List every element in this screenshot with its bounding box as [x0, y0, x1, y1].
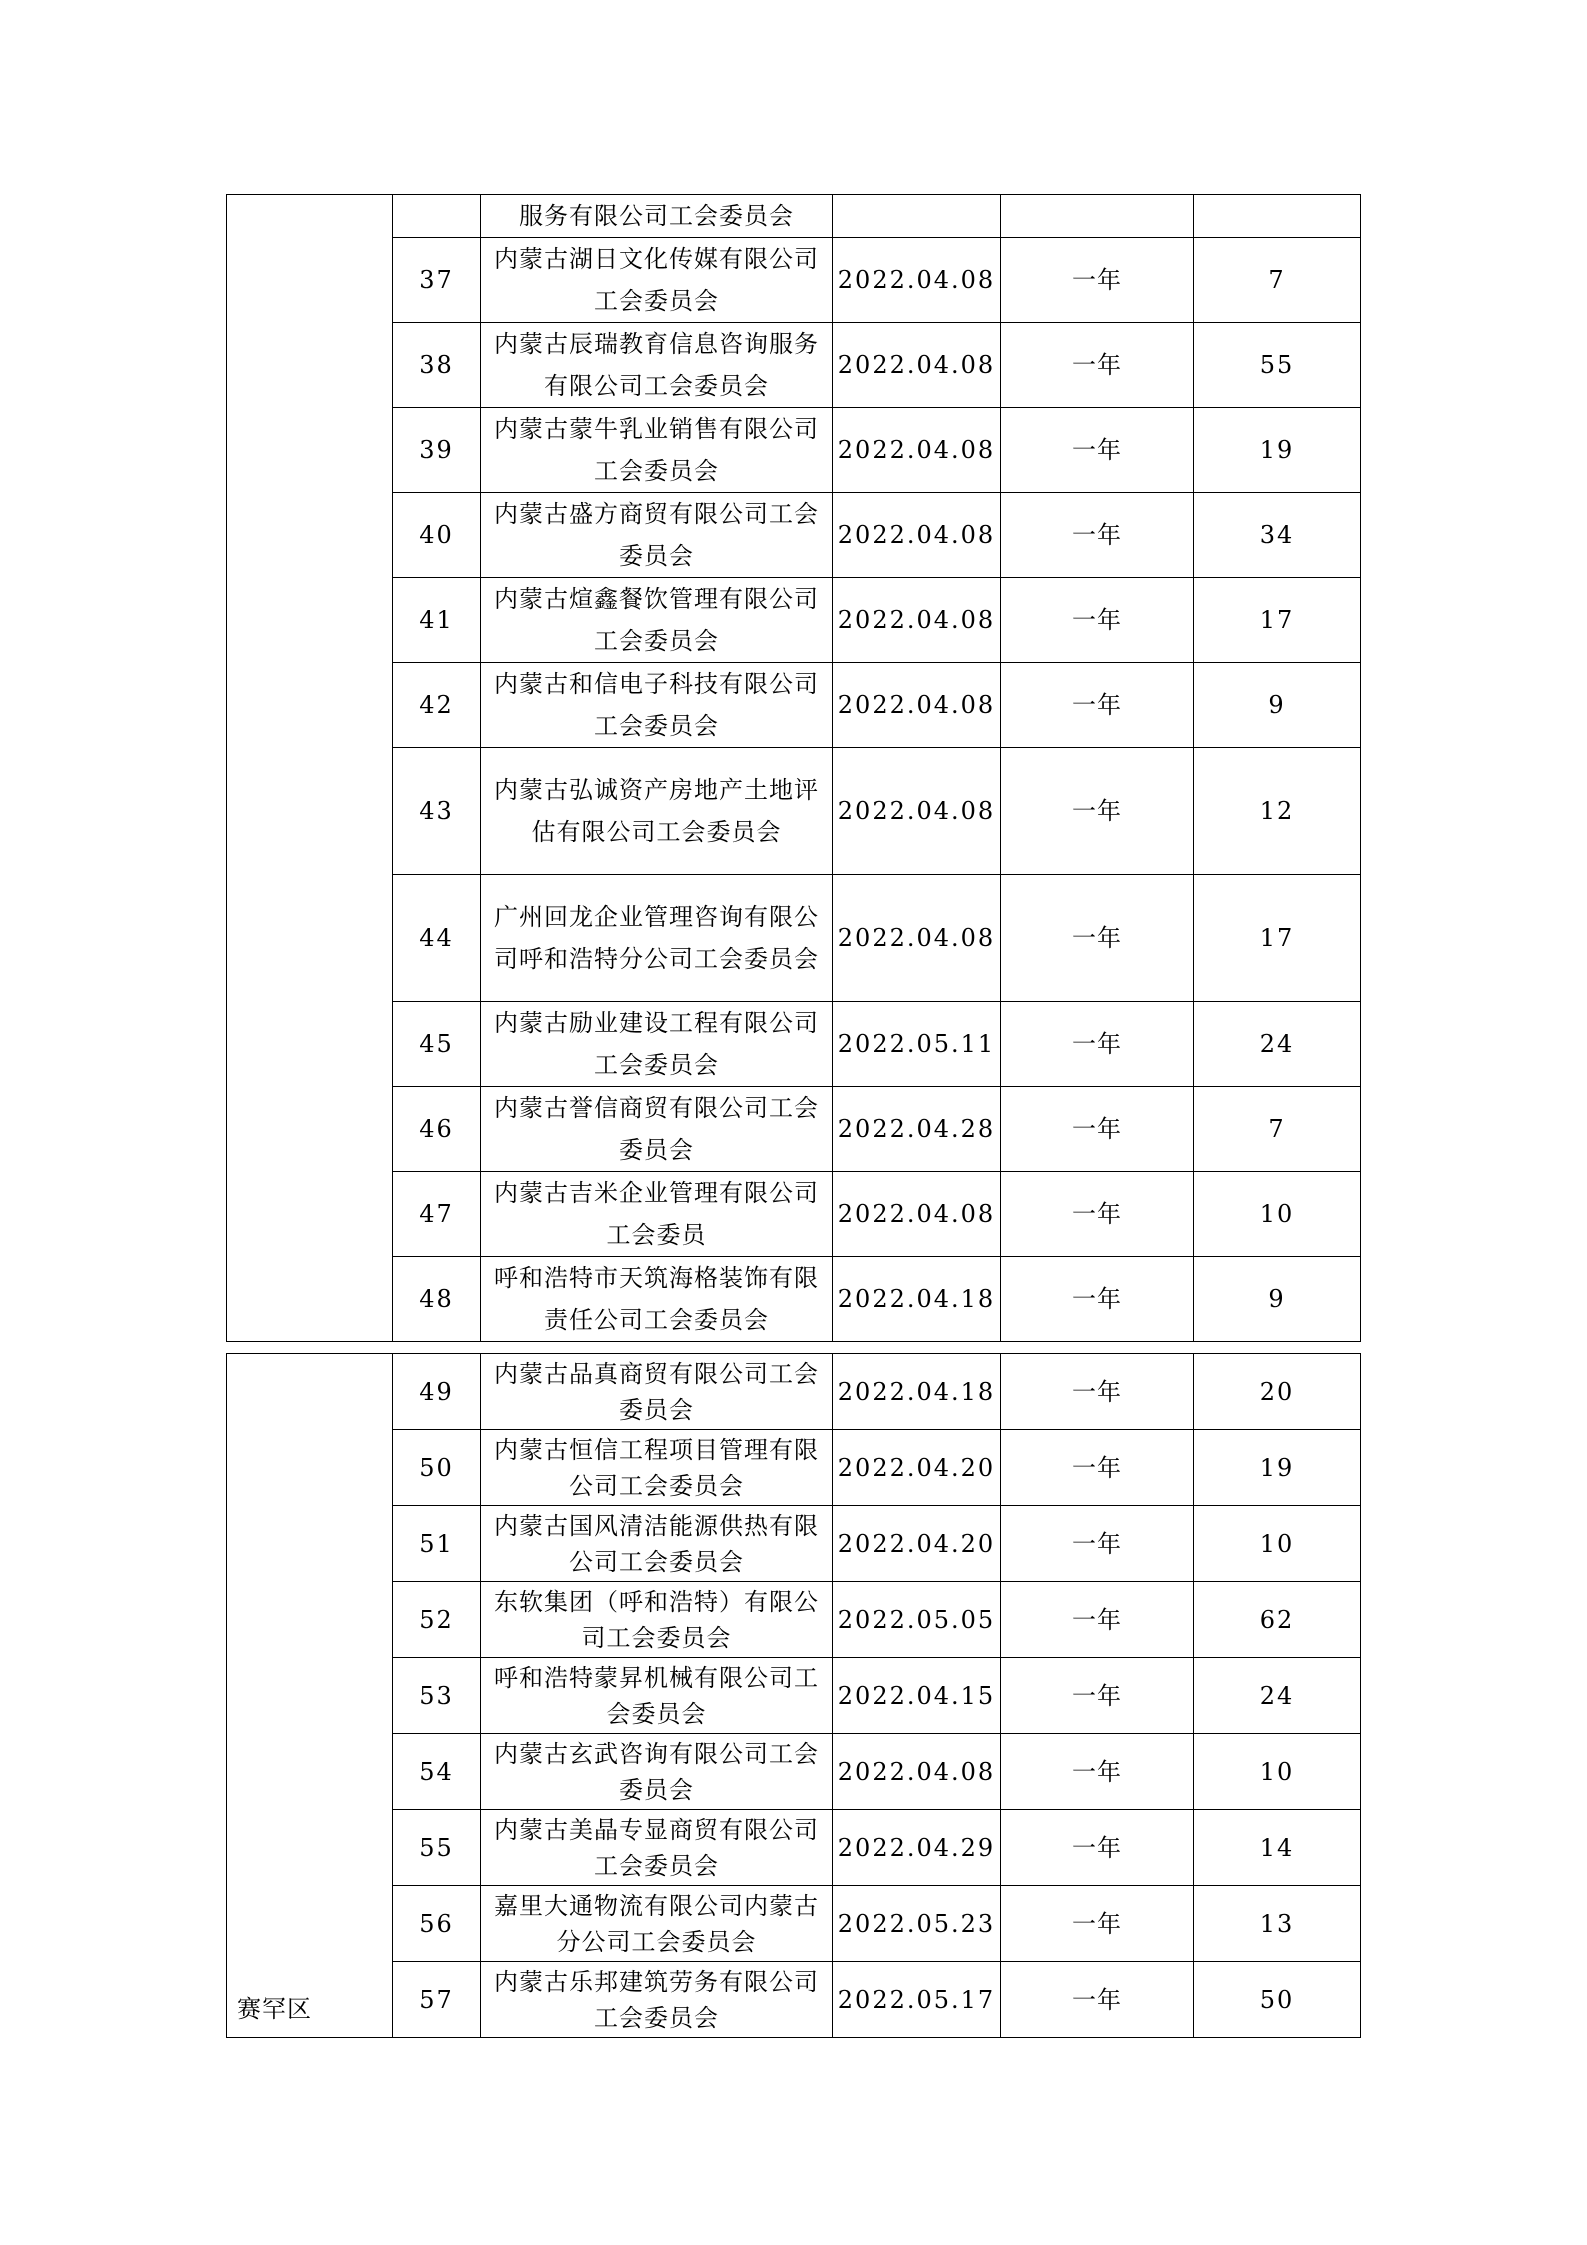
union-name: 内蒙古盛方商贸有限公司工会委员会: [481, 493, 833, 578]
term-length: 一年: [1001, 1658, 1194, 1734]
union-table-bottom: [226, 1353, 1361, 2038]
term-length: 一年: [1001, 408, 1194, 493]
row-number: 43: [393, 748, 481, 875]
row-number: 55: [393, 1810, 481, 1886]
union-name: 内蒙古恒信工程项目管理有限公司工会委员会: [481, 1430, 833, 1506]
member-count: 62: [1194, 1582, 1361, 1658]
member-count: [1194, 195, 1361, 238]
term-length: 一年: [1001, 1886, 1194, 1962]
row-number: 42: [393, 663, 481, 748]
term-length: 一年: [1001, 1002, 1194, 1087]
member-count: 14: [1194, 1810, 1361, 1886]
table-row: [227, 1658, 1361, 1734]
member-count: 17: [1194, 578, 1361, 663]
founding-date: [833, 195, 1001, 238]
union-name: 内蒙古乐邦建筑劳务有限公司工会委员会: [481, 1962, 833, 2038]
table-row: [227, 238, 1361, 323]
term-length: 一年: [1001, 663, 1194, 748]
member-count: 9: [1194, 1257, 1361, 1342]
union-name: 内蒙古国风清洁能源供热有限公司工会委员会: [481, 1506, 833, 1582]
member-count: 17: [1194, 875, 1361, 1002]
term-length: 一年: [1001, 1582, 1194, 1658]
union-name: 内蒙古弘诚资产房地产土地评估有限公司工会委员会: [481, 748, 833, 875]
union-name: 内蒙古和信电子科技有限公司工会委员会: [481, 663, 833, 748]
member-count: 13: [1194, 1886, 1361, 1962]
founding-date: 2022.04.15: [833, 1658, 1001, 1734]
founding-date: 2022.05.11: [833, 1002, 1001, 1087]
row-number: 54: [393, 1734, 481, 1810]
row-number: 41: [393, 578, 481, 663]
table-row: [227, 195, 1361, 238]
founding-date: 2022.04.08: [833, 663, 1001, 748]
member-count: 19: [1194, 1430, 1361, 1506]
founding-date: 2022.04.08: [833, 493, 1001, 578]
founding-date: 2022.04.08: [833, 238, 1001, 323]
table-row: [227, 875, 1361, 1002]
table-row: [227, 1810, 1361, 1886]
term-length: 一年: [1001, 578, 1194, 663]
member-count: 19: [1194, 408, 1361, 493]
table-row: [227, 1172, 1361, 1257]
row-number: [393, 195, 481, 238]
union-name: 嘉里大通物流有限公司内蒙古分公司工会委员会: [481, 1886, 833, 1962]
founding-date: 2022.04.08: [833, 408, 1001, 493]
table-row: [227, 1257, 1361, 1342]
member-count: 7: [1194, 1087, 1361, 1172]
union-name: 内蒙古湖日文化传媒有限公司工会委员会: [481, 238, 833, 323]
founding-date: 2022.04.18: [833, 1354, 1001, 1430]
founding-date: 2022.04.29: [833, 1810, 1001, 1886]
row-number: 45: [393, 1002, 481, 1087]
row-number: 37: [393, 238, 481, 323]
union-name: 服务有限公司工会委员会: [481, 195, 833, 238]
row-number: 56: [393, 1886, 481, 1962]
table-row: [227, 323, 1361, 408]
table-row: [227, 578, 1361, 663]
member-count: 55: [1194, 323, 1361, 408]
member-count: 50: [1194, 1962, 1361, 2038]
union-name: 内蒙古美晶专显商贸有限公司工会委员会: [481, 1810, 833, 1886]
row-number: 53: [393, 1658, 481, 1734]
term-length: 一年: [1001, 1354, 1194, 1430]
founding-date: 2022.04.20: [833, 1506, 1001, 1582]
founding-date: 2022.05.23: [833, 1886, 1001, 1962]
row-number: 50: [393, 1430, 481, 1506]
member-count: 10: [1194, 1506, 1361, 1582]
row-number: 38: [393, 323, 481, 408]
union-name: 内蒙古蒙牛乳业销售有限公司工会委员会: [481, 408, 833, 493]
founding-date: 2022.04.08: [833, 875, 1001, 1002]
row-number: 44: [393, 875, 481, 1002]
table-row: [227, 1962, 1361, 2038]
term-length: 一年: [1001, 1962, 1194, 2038]
term-length: 一年: [1001, 1257, 1194, 1342]
founding-date: 2022.04.08: [833, 323, 1001, 408]
term-length: 一年: [1001, 323, 1194, 408]
union-name: 内蒙古品真商贸有限公司工会委员会: [481, 1354, 833, 1430]
term-length: 一年: [1001, 1506, 1194, 1582]
table-row: [227, 663, 1361, 748]
union-name: 内蒙古煊鑫餐饮管理有限公司工会委员会: [481, 578, 833, 663]
term-length: 一年: [1001, 1430, 1194, 1506]
union-name: 内蒙古誉信商贸有限公司工会委员会: [481, 1087, 833, 1172]
row-number: 52: [393, 1582, 481, 1658]
district-cell: [227, 195, 393, 1342]
union-name: 内蒙古辰瑞教育信息咨询服务有限公司工会委员会: [481, 323, 833, 408]
member-count: 12: [1194, 748, 1361, 875]
row-number: 48: [393, 1257, 481, 1342]
member-count: 34: [1194, 493, 1361, 578]
union-name: 呼和浩特蒙昇机械有限公司工会委员会: [481, 1658, 833, 1734]
table-row: [227, 1087, 1361, 1172]
member-count: 20: [1194, 1354, 1361, 1430]
term-length: 一年: [1001, 1810, 1194, 1886]
row-number: 47: [393, 1172, 481, 1257]
union-name: 广州回龙企业管理咨询有限公司呼和浩特分公司工会委员会: [481, 875, 833, 1002]
member-count: 9: [1194, 663, 1361, 748]
founding-date: 2022.04.08: [833, 748, 1001, 875]
table-row: [227, 1886, 1361, 1962]
founding-date: 2022.04.28: [833, 1087, 1001, 1172]
table-row: [227, 1430, 1361, 1506]
founding-date: 2022.05.05: [833, 1582, 1001, 1658]
union-name: 内蒙古吉米企业管理有限公司工会委员: [481, 1172, 833, 1257]
row-number: 46: [393, 1087, 481, 1172]
table-row: [227, 1002, 1361, 1087]
row-number: 57: [393, 1962, 481, 2038]
founding-date: 2022.05.17: [833, 1962, 1001, 2038]
table-row: [227, 1734, 1361, 1810]
term-length: 一年: [1001, 1087, 1194, 1172]
district-cell: 赛罕区: [227, 1354, 393, 2038]
term-length: [1001, 195, 1194, 238]
term-length: 一年: [1001, 875, 1194, 1002]
union-name: 内蒙古励业建设工程有限公司工会委员会: [481, 1002, 833, 1087]
union-name: 东软集团（呼和浩特）有限公司工会委员会: [481, 1582, 833, 1658]
founding-date: 2022.04.20: [833, 1430, 1001, 1506]
union-table-top: [226, 194, 1361, 1342]
term-length: 一年: [1001, 238, 1194, 323]
term-length: 一年: [1001, 748, 1194, 875]
row-number: 51: [393, 1506, 481, 1582]
member-count: 24: [1194, 1002, 1361, 1087]
founding-date: 2022.04.18: [833, 1257, 1001, 1342]
union-name: 内蒙古玄武咨询有限公司工会委员会: [481, 1734, 833, 1810]
table-row: [227, 1354, 1361, 1430]
term-length: 一年: [1001, 493, 1194, 578]
founding-date: 2022.04.08: [833, 1172, 1001, 1257]
row-number: 40: [393, 493, 481, 578]
table-row: [227, 1582, 1361, 1658]
founding-date: 2022.04.08: [833, 578, 1001, 663]
member-count: 10: [1194, 1734, 1361, 1810]
row-number: 49: [393, 1354, 481, 1430]
term-length: 一年: [1001, 1734, 1194, 1810]
member-count: 10: [1194, 1172, 1361, 1257]
table-row: [227, 408, 1361, 493]
table-row: [227, 1506, 1361, 1582]
union-name: 呼和浩特市天筑海格装饰有限责任公司工会委员会: [481, 1257, 833, 1342]
founding-date: 2022.04.08: [833, 1734, 1001, 1810]
member-count: 24: [1194, 1658, 1361, 1734]
table-row: [227, 493, 1361, 578]
member-count: 7: [1194, 238, 1361, 323]
term-length: 一年: [1001, 1172, 1194, 1257]
row-number: 39: [393, 408, 481, 493]
table-row: [227, 748, 1361, 875]
